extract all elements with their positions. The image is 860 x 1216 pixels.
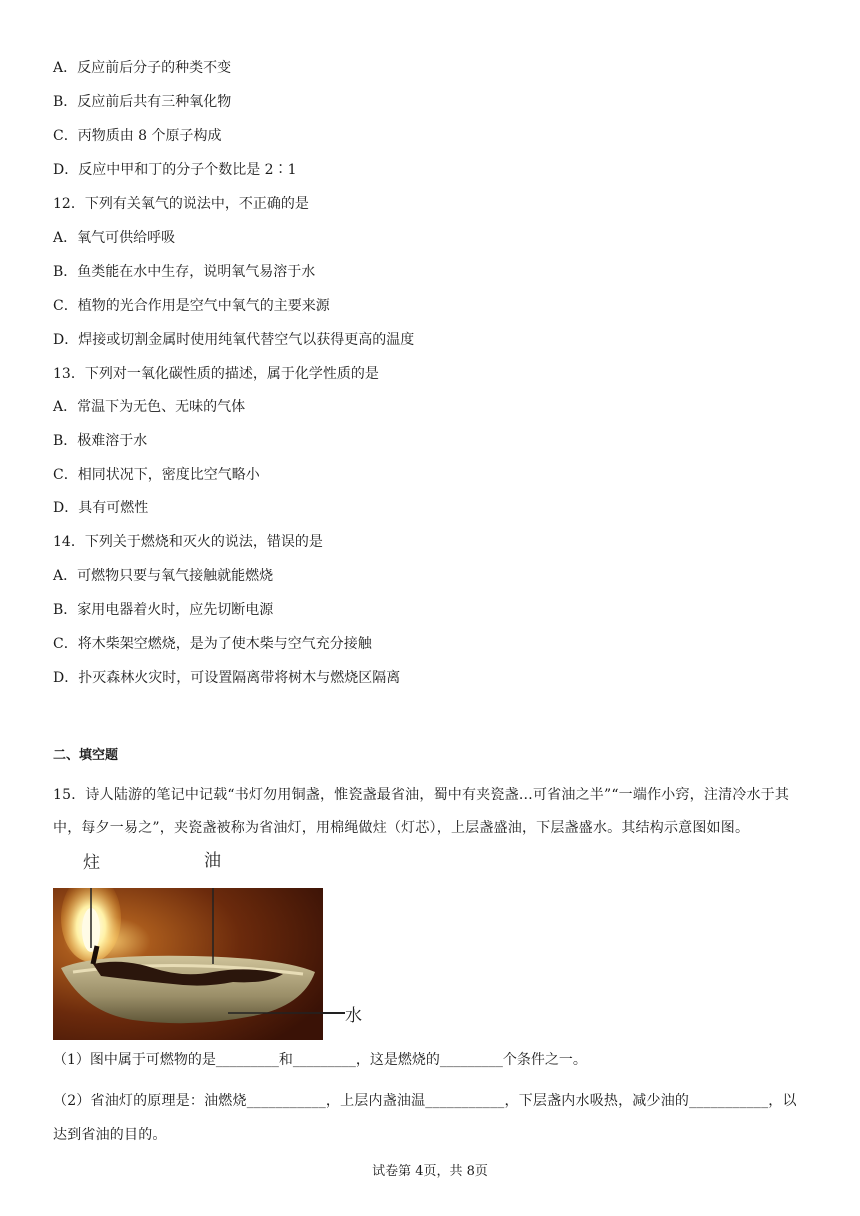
q14-option-b: B．家用电器着火时，应先切断电源 bbox=[53, 602, 274, 618]
q12-option-a: A．氧气可供给呼吸 bbox=[53, 230, 176, 246]
section-heading: 二、填空题 bbox=[53, 748, 119, 763]
q14-option-a: A．可燃物只要与氧气接触就能燃烧 bbox=[53, 568, 274, 584]
q14-stem: 14．下列关于燃烧和灭火的说法，错误的是 bbox=[53, 534, 323, 550]
q13-option-b: B．极难溶于水 bbox=[53, 433, 148, 449]
q13-stem: 13．下列对一氧化碳性质的描述，属于化学性质的是 bbox=[53, 366, 379, 382]
oil-lamp-photo bbox=[53, 888, 323, 1040]
figure-label-oil: 油 bbox=[204, 851, 221, 871]
q13-option-a: A．常温下为无色、无味的气体 bbox=[53, 399, 246, 415]
q12-option-b: B．鱼类能在水中生存，说明氧气易溶于水 bbox=[53, 264, 316, 280]
q12-stem: 12．下列有关氧气的说法中，不正确的是 bbox=[53, 196, 309, 212]
q11-option-b: B．反应前后共有三种氧化物 bbox=[53, 94, 232, 110]
oil-lamp-figure bbox=[53, 846, 373, 1042]
figure-label-water: 水 bbox=[345, 1006, 362, 1026]
q11-option-c: C．丙物质由 8 个原子构成 bbox=[53, 128, 222, 144]
page-footer: 试卷第 4页，共 8页 bbox=[372, 1164, 488, 1179]
q14-option-c: C．将木柴架空燃烧，是为了使木柴与空气充分接触 bbox=[53, 636, 372, 652]
q13-option-c: C．相同状况下，密度比空气略小 bbox=[53, 467, 260, 483]
q12-option-c: C．植物的光合作用是空气中氧气的主要来源 bbox=[53, 298, 330, 314]
q15-sub2: （2）省油灯的原理是：油燃烧___________，上层内盏油温___________，下层盏内水吸热，减少油的___________，以达到省油的目的。 bbox=[53, 1093, 797, 1143]
q11-option-a: A．反应前后分子的种类不变 bbox=[53, 60, 232, 76]
q15-sub1: （1）图中属于可燃物的是_________和_________，这是燃烧的_________个条件之一。 bbox=[53, 1052, 587, 1068]
figure-label-wick: 炷 bbox=[83, 853, 100, 873]
q15-stem: 15．诗人陆游的笔记中记载“书灯勿用铜盏，惟瓷盏最省油，蜀中有夹瓷盏…可省油之半”“一端作小窍，注清冷水于其中，每夕一易之”，夹瓷盏被称为省油灯，用棉绳做炷（灯芯），上层盏盛油，下层盏盛水。其结构示意图如图。 bbox=[53, 787, 790, 836]
q11-option-d: D．反应中甲和丁的分子个数比是 2∶1 bbox=[53, 162, 297, 178]
water-pointer-line bbox=[323, 1012, 345, 1014]
q13-option-d: D．具有可燃性 bbox=[53, 500, 149, 516]
q12-option-d: D．焊接或切割金属时使用纯氧代替空气以获得更高的温度 bbox=[53, 332, 415, 348]
q14-option-d: D．扑灭森林火灾时，可设置隔离带将树木与燃烧区隔离 bbox=[53, 670, 401, 686]
